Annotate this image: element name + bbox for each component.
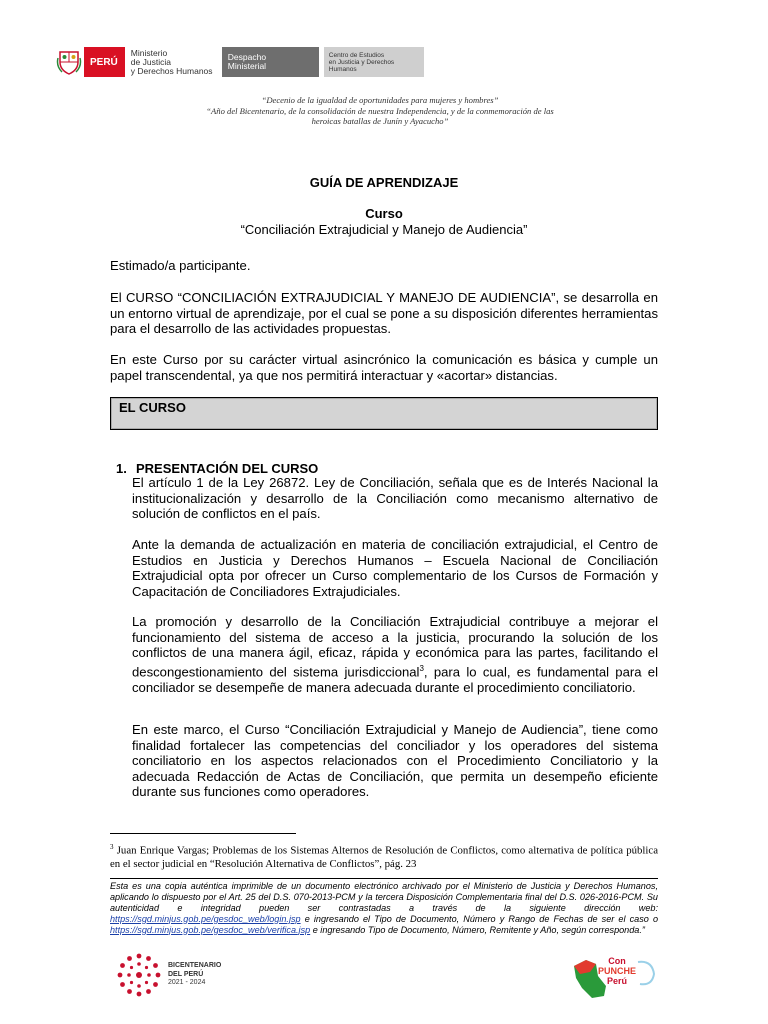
section-number: 1.: [116, 461, 127, 476]
page-title: GUÍA DE APRENDIZAJE: [309, 175, 459, 190]
verifica-link[interactable]: https://sgd.minjus.gob.pe/gesdoc_web/verifica.jsp: [110, 924, 311, 935]
bicentenario-logo: BICENTENARIO DEL PERÚ 2021 - 2024: [116, 952, 221, 998]
section-box-el-curso: EL CURSO: [110, 397, 658, 430]
peru-badge: PERÚ: [84, 47, 124, 77]
ministerio-label: Ministerio de Justicia y Derechos Humanos: [124, 47, 219, 77]
login-link[interactable]: https://sgd.minjus.gob.pe/gesdoc_web/login.jsp: [110, 913, 301, 924]
disclaimer: Esta es una copia auténtica imprimible de un documento electrónico archivado por el Ministerio de Justicia y Derechos Humanos, aplicando lo dispuesto por el Art. 25 del D.S. 070-2013-PCM y la tercera Disposición Complementaria final del D.S. 026-2016-PCM. Su autenticidad e integridad pueden ser contrastadas a través de la siguiente dirección web: https://sgd.minjus.gob.pe/gesdoc_web/login.jsp e ingresando el Tipo de Documento, Número y Rango de Fechas de ser el caso o https://sgd.minjus.gob.pe/gesdoc_web/verifica.jsp e ingresando Tipo de Documento, Número, Remitente y Año, según corresponda.”: [110, 881, 658, 935]
centro-estudios-label: Centro de Estudios en Justicia y Derechos Humanos: [324, 47, 424, 77]
virtual-paragraph: En este Curso por su carácter virtual asincrónico la comunicación es básica y cumple un papel transcendental, ya que nos permitirá interactuar y «acortar» distancias.: [110, 352, 658, 383]
presentacion-paragraph-2: Ante la demanda de actualización en materia de conciliación extrajudicial, el Centro de Estudios en Justicia y Derechos Humanos – Escuela Nacional de Conciliación Extrajudicial opta por ofrecer un Curso complementario de los Cursos de Formación y Capacitación de Conciliadores Extrajudiciales.: [132, 537, 658, 599]
despacho-label: Despacho Ministerial: [222, 47, 319, 77]
disclaimer-separator: [110, 878, 658, 879]
footnote-reference: 3: [419, 663, 424, 673]
intro-paragraph: El CURSO “CONCILIACIÓN EXTRAJUDICIAL Y MANEJO DE AUDIENCIA”, se desarrolla en un entorno virtual de aprendizaje, por el cual se pone a su disposición diferentes herramientas para el desarrollo de las actividades propuestas.: [110, 290, 658, 337]
con-punche-peru-logo: Con PUNCHE Perú: [568, 952, 660, 1002]
presentacion-paragraph-3: La promoción y desarrollo de la Conciliación Extrajudicial contribuye a mejorar el funcionamiento del sistema de acceso a la justicia, procurando la solución de los conflictos de una manera ágil, eficaz, rápida y económica para las partes, facilitando el descongestionamiento del sistema jurisdiccional$^3$, para lo cual, es fundamental para el conciliador se desempeñe de manera adecuada durante el procedimiento conciliatorio.: [132, 614, 659, 695]
presentacion-paragraph-1: El artículo 1 de la Ley 26872. Ley de Conciliación, señala que es de Interés Nacional la institucionalización y desarrollo de la Conciliación como mecanismo alternativo de solución de conflictos en el país.: [132, 475, 658, 522]
bicentenario-emblem-icon: [116, 952, 162, 998]
header-logo-band: [54, 47, 424, 77]
footnote-separator: [110, 833, 296, 834]
curso-label: Curso: [365, 206, 403, 221]
coat-of-arms-icon: [54, 47, 84, 77]
decenio-heading: “Decenio de la igualdad de oportunidades para mujeres y hombres” “Año del Bicentenario, de la consolidación de nuestra Independencia, y de la conmemoración de las heroicas batallas de Junín y Ayacucho”: [206, 95, 554, 126]
greeting: Estimado/a participante.: [110, 258, 251, 273]
footnote: $^3$ Juan Enrique Vargas; Problemas de los Sistemas Alternos de Resolución de Conflictos, como alternativa de política pública en el sector judicial en “Resolución Alternativa de Conflictos”, pág. 23: [110, 843, 658, 870]
curso-name: “Conciliación Extrajudicial y Manejo de Audiencia”: [240, 222, 528, 237]
presentacion-paragraph-4: En este marco, el Curso “Conciliación Extrajudicial y Manejo de Audiencia”, tiene como finalidad fortalecer las competencias del conciliador y los operadores del sistema conciliatorio en los aspectos relacionados con el Procedimiento Conciliatorio y la adecuada Redacción de Actas de Conciliación, que permita un desempeño eficiente durante sus funciones como operadores.: [132, 722, 658, 800]
section-title: PRESENTACIÓN DEL CURSO: [136, 461, 319, 476]
